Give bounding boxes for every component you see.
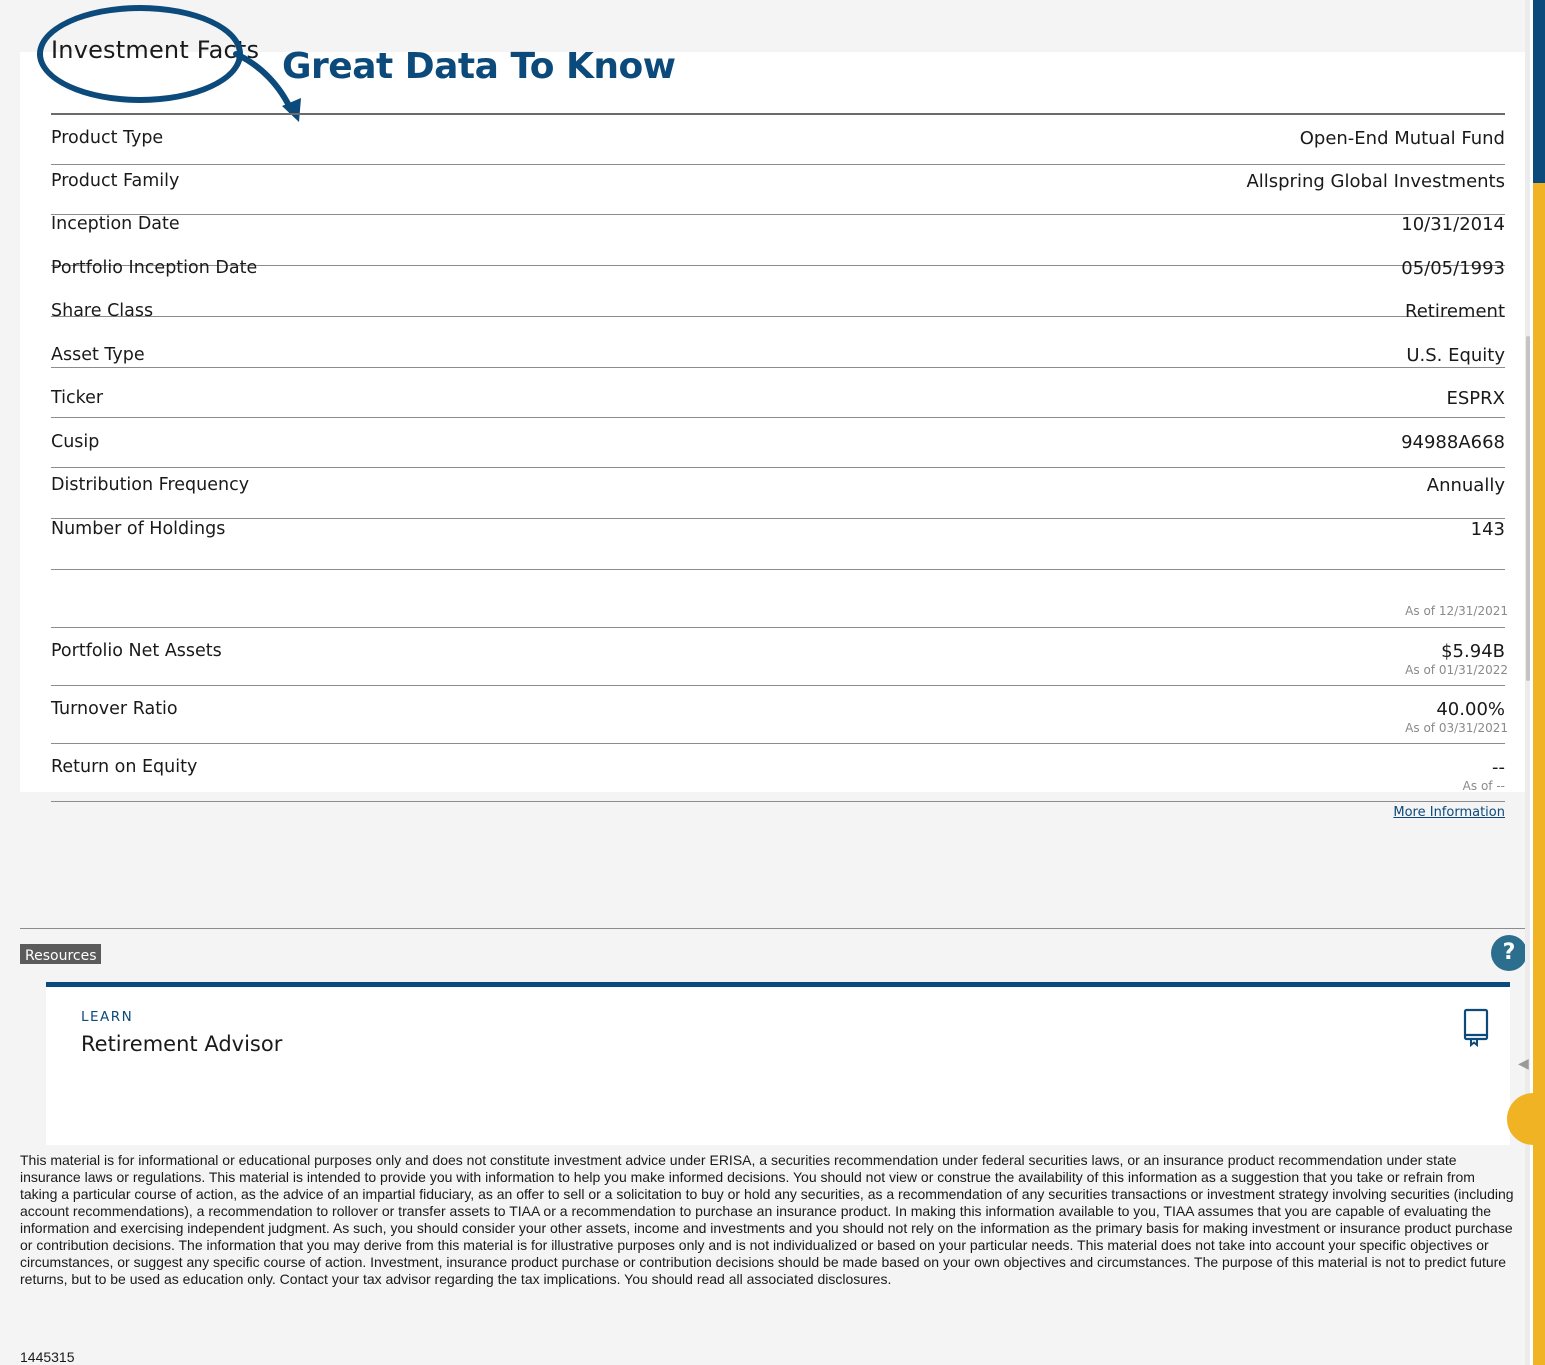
fact-value: Allspring Global Investments bbox=[1246, 171, 1505, 192]
row-divider bbox=[51, 801, 1505, 802]
asof-date: As of 12/31/2021 bbox=[1405, 604, 1508, 618]
fact-value: 05/05/1993 bbox=[1401, 258, 1505, 279]
asof-date: As of 03/31/2021 bbox=[1405, 721, 1508, 735]
investment-facts-panel bbox=[20, 52, 1525, 792]
row-divider bbox=[51, 164, 1505, 165]
fact-label: Product Family bbox=[51, 171, 180, 191]
fact-label: Distribution Frequency bbox=[51, 475, 250, 495]
metric-label: Turnover Ratio bbox=[51, 699, 178, 719]
help-button[interactable]: ? bbox=[1491, 935, 1527, 971]
book-icon bbox=[1462, 1007, 1490, 1047]
edge-accent-yellow bbox=[1533, 183, 1545, 1365]
metric-row bbox=[51, 641, 1508, 681]
fact-value: Retirement bbox=[1405, 301, 1505, 322]
fact-label: Inception Date bbox=[51, 214, 180, 234]
asof-date: As of -- bbox=[1462, 779, 1505, 793]
metric-row bbox=[51, 699, 1508, 739]
section-separator bbox=[20, 928, 1527, 929]
fact-label: Ticker bbox=[51, 388, 104, 408]
floating-action-button[interactable] bbox=[1507, 1093, 1545, 1145]
fact-value: 10/31/2014 bbox=[1401, 214, 1505, 235]
fact-value: Open-End Mutual Fund bbox=[1299, 128, 1505, 149]
section-rule bbox=[51, 113, 1505, 115]
fact-value: Annually bbox=[1426, 475, 1505, 496]
fact-label: Asset Type bbox=[51, 345, 145, 365]
fact-label: Number of Holdings bbox=[51, 519, 226, 539]
edge-accent-blue bbox=[1533, 0, 1545, 183]
fact-value: U.S. Equity bbox=[1406, 345, 1505, 366]
fact-label: Product Type bbox=[51, 128, 164, 148]
fact-label: Share Class bbox=[51, 301, 154, 321]
fact-label: Portfolio Inception Date bbox=[51, 258, 258, 278]
asof-date: As of 01/31/2022 bbox=[1405, 663, 1508, 677]
row-divider bbox=[51, 467, 1505, 468]
highlight-ellipse bbox=[37, 5, 243, 103]
resources-tab[interactable]: Resources bbox=[20, 944, 101, 964]
row-divider bbox=[51, 367, 1505, 368]
fact-value: 94988A668 bbox=[1401, 432, 1505, 453]
row-divider bbox=[51, 569, 1505, 570]
row-divider bbox=[51, 627, 1505, 628]
fact-value: 143 bbox=[1470, 519, 1505, 540]
metric-label: Return on Equity bbox=[51, 757, 198, 777]
disclaimer-text: This material is for informational or educational purposes only and does not constitute investment advice under ERISA, a securities recommendation under federal securities laws, or an insurance product recommendation under state insurance laws or regulations. This material is intended to provide you with information to help you make informed decisions. You should not view or construe the availability of this information as a suggestion that you take or refrain from taking a particular course of action, as the advice of an impartial fiduciary, as an offer to sell or a solicitation to buy or hold any securities, as a recommendation of any securities transactions or investment strategy involving securities (including account recommendations), a recommendation to rollover or transfer assets to TIAA or a recommendation to purchase an insurance product. In making this information available to you, TIAA assumes that you are capable of evaluating the information and exercising independent judgment. As such, you should consider your other assets, income and investments and you should not rely on the information as the primary basis for making investment or insurance product purchase or contribution decisions. The information that you may derive from this material is for illustrative purposes only and is not individualized or based on your particular needs. This material does not take into account your specific objectives or circumstances, or suggest any specific course of action. Investment, insurance product purchase or contribution decisions should be made based on your own objectives and circumstances. The purpose of this material is not to predict future returns, but to be used as education only. Contact your tax advisor regarding the tax implications. You should read all associated disclosures. bbox=[20, 1152, 1514, 1287]
row-divider bbox=[51, 214, 1505, 215]
metric-label: Portfolio Net Assets bbox=[51, 641, 222, 661]
document-code: 1445315 bbox=[20, 1349, 75, 1365]
metric-row bbox=[51, 757, 1505, 797]
metric-value: $5.94B bbox=[1441, 641, 1505, 662]
row-divider bbox=[51, 417, 1505, 418]
fact-label: Cusip bbox=[51, 432, 100, 452]
row-divider bbox=[51, 685, 1505, 686]
metric-value: -- bbox=[1492, 757, 1505, 778]
resource-card-retirement-advisor[interactable] bbox=[46, 982, 1510, 1145]
row-divider bbox=[51, 518, 1505, 519]
row-divider bbox=[51, 743, 1505, 744]
fact-value: ESPRX bbox=[1446, 388, 1505, 409]
row-divider bbox=[51, 316, 1505, 317]
card-title: Retirement Advisor bbox=[81, 1032, 283, 1056]
card-eyebrow: LEARN bbox=[81, 1009, 134, 1025]
more-information-link[interactable]: More Information bbox=[1393, 805, 1505, 820]
metric-value: 40.00% bbox=[1436, 699, 1505, 720]
callout-text: Great Data To Know bbox=[282, 46, 676, 87]
row-divider bbox=[51, 265, 1505, 266]
section-title: Investment Facts bbox=[51, 36, 260, 64]
chevron-left-icon[interactable]: ◀ bbox=[1518, 1055, 1529, 1071]
